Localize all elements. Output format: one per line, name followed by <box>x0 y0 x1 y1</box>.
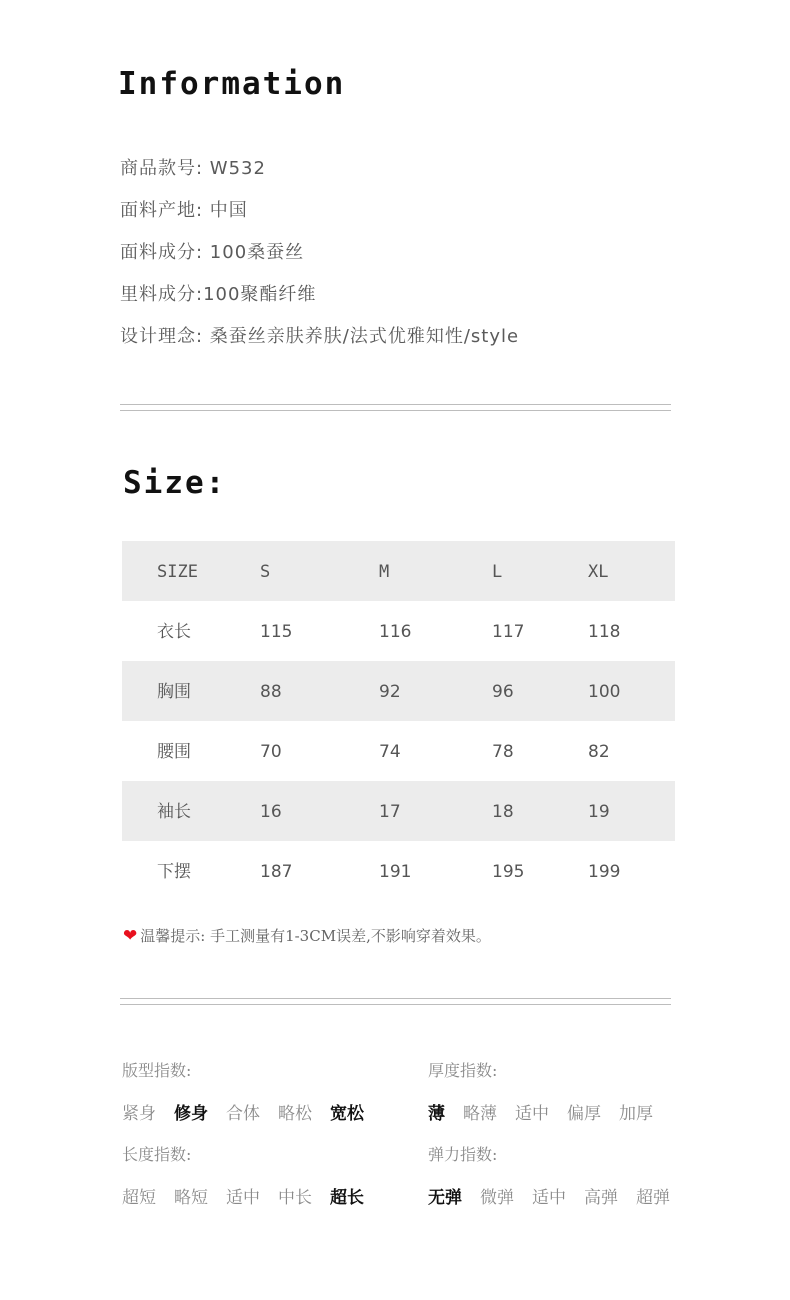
fit-option: 合体 <box>226 1104 260 1124</box>
thickness-option: 偏厚 <box>567 1104 601 1124</box>
fit-index-options <box>122 1099 382 1124</box>
table-cell: 16 <box>260 802 282 822</box>
row-label: 衣长 <box>157 622 191 642</box>
section-divider <box>120 404 671 411</box>
table-row <box>122 721 675 781</box>
info-row-fabric-composition: 面料成分: 100桑蚕丝 <box>120 242 305 263</box>
information-title: Information <box>118 66 346 102</box>
header-cell: S <box>260 562 271 582</box>
fit-option: 紧身 <box>122 1104 156 1124</box>
row-label: 袖长 <box>157 802 191 822</box>
length-option: 超长 <box>330 1188 364 1208</box>
fit-option: 略松 <box>278 1104 312 1124</box>
table-row <box>122 601 675 661</box>
section-divider <box>120 998 671 1005</box>
elasticity-index-options <box>428 1183 688 1208</box>
table-cell: 96 <box>492 682 514 702</box>
table-cell: 19 <box>588 802 610 822</box>
table-row <box>122 781 675 841</box>
thickness-option: 适中 <box>515 1104 549 1124</box>
fit-option: 修身 <box>174 1104 208 1124</box>
length-option: 中长 <box>278 1188 312 1208</box>
row-label: 下摆 <box>157 862 191 882</box>
tip-text: 温馨提示: 手工测量有1-3CM误差,不影响穿着效果。 <box>140 927 491 945</box>
elasticity-option: 超弹 <box>636 1188 670 1208</box>
elasticity-option: 无弹 <box>428 1188 462 1208</box>
size-table-header <box>122 541 675 601</box>
table-cell: 191 <box>379 862 412 882</box>
thickness-index-options <box>428 1099 671 1124</box>
length-index-options <box>122 1183 382 1208</box>
header-cell: SIZE <box>157 562 198 582</box>
row-label: 胸围 <box>157 682 191 702</box>
table-cell: 92 <box>379 682 401 702</box>
length-index-label: 长度指数: <box>122 1145 192 1164</box>
thickness-option: 加厚 <box>619 1104 653 1124</box>
thickness-option: 薄 <box>428 1104 445 1124</box>
table-cell: 88 <box>260 682 282 702</box>
table-cell: 117 <box>492 622 525 642</box>
measurement-tip <box>123 925 491 946</box>
table-cell: 118 <box>588 622 621 642</box>
header-cell: XL <box>588 562 609 582</box>
info-row-style-number: 商品款号: W532 <box>120 158 266 179</box>
table-cell: 100 <box>588 682 621 702</box>
length-option: 略短 <box>174 1188 208 1208</box>
elasticity-option: 高弹 <box>584 1188 618 1208</box>
fit-option: 宽松 <box>330 1104 364 1124</box>
elasticity-index-label: 弹力指数: <box>428 1145 498 1164</box>
fit-index-label: 版型指数: <box>122 1061 192 1080</box>
length-option: 适中 <box>226 1188 260 1208</box>
header-cell: L <box>492 562 503 582</box>
table-cell: 116 <box>379 622 412 642</box>
table-cell: 82 <box>588 742 610 762</box>
table-cell: 17 <box>379 802 401 822</box>
info-row-fabric-origin: 面料产地: 中国 <box>120 200 248 221</box>
size-table <box>122 541 675 901</box>
elasticity-option: 微弹 <box>480 1188 514 1208</box>
table-row <box>122 841 675 901</box>
table-cell: 78 <box>492 742 514 762</box>
thickness-option: 略薄 <box>463 1104 497 1124</box>
table-cell: 70 <box>260 742 282 762</box>
table-row <box>122 661 675 721</box>
table-cell: 115 <box>260 622 293 642</box>
header-cell: M <box>379 562 390 582</box>
thickness-index-label: 厚度指数: <box>428 1061 498 1080</box>
length-option: 超短 <box>122 1188 156 1208</box>
table-cell: 74 <box>379 742 401 762</box>
heart-icon: ❤ <box>123 926 138 946</box>
table-cell: 195 <box>492 862 525 882</box>
elasticity-option: 适中 <box>532 1188 566 1208</box>
table-cell: 199 <box>588 862 621 882</box>
table-cell: 187 <box>260 862 293 882</box>
row-label: 腰围 <box>157 742 191 762</box>
info-row-design-concept: 设计理念: 桑蚕丝亲肤养肤/法式优雅知性/style <box>120 326 520 347</box>
table-cell: 18 <box>492 802 514 822</box>
info-row-lining-composition: 里料成分:100聚酯纤维 <box>120 284 317 305</box>
size-title: Size: <box>123 465 227 501</box>
